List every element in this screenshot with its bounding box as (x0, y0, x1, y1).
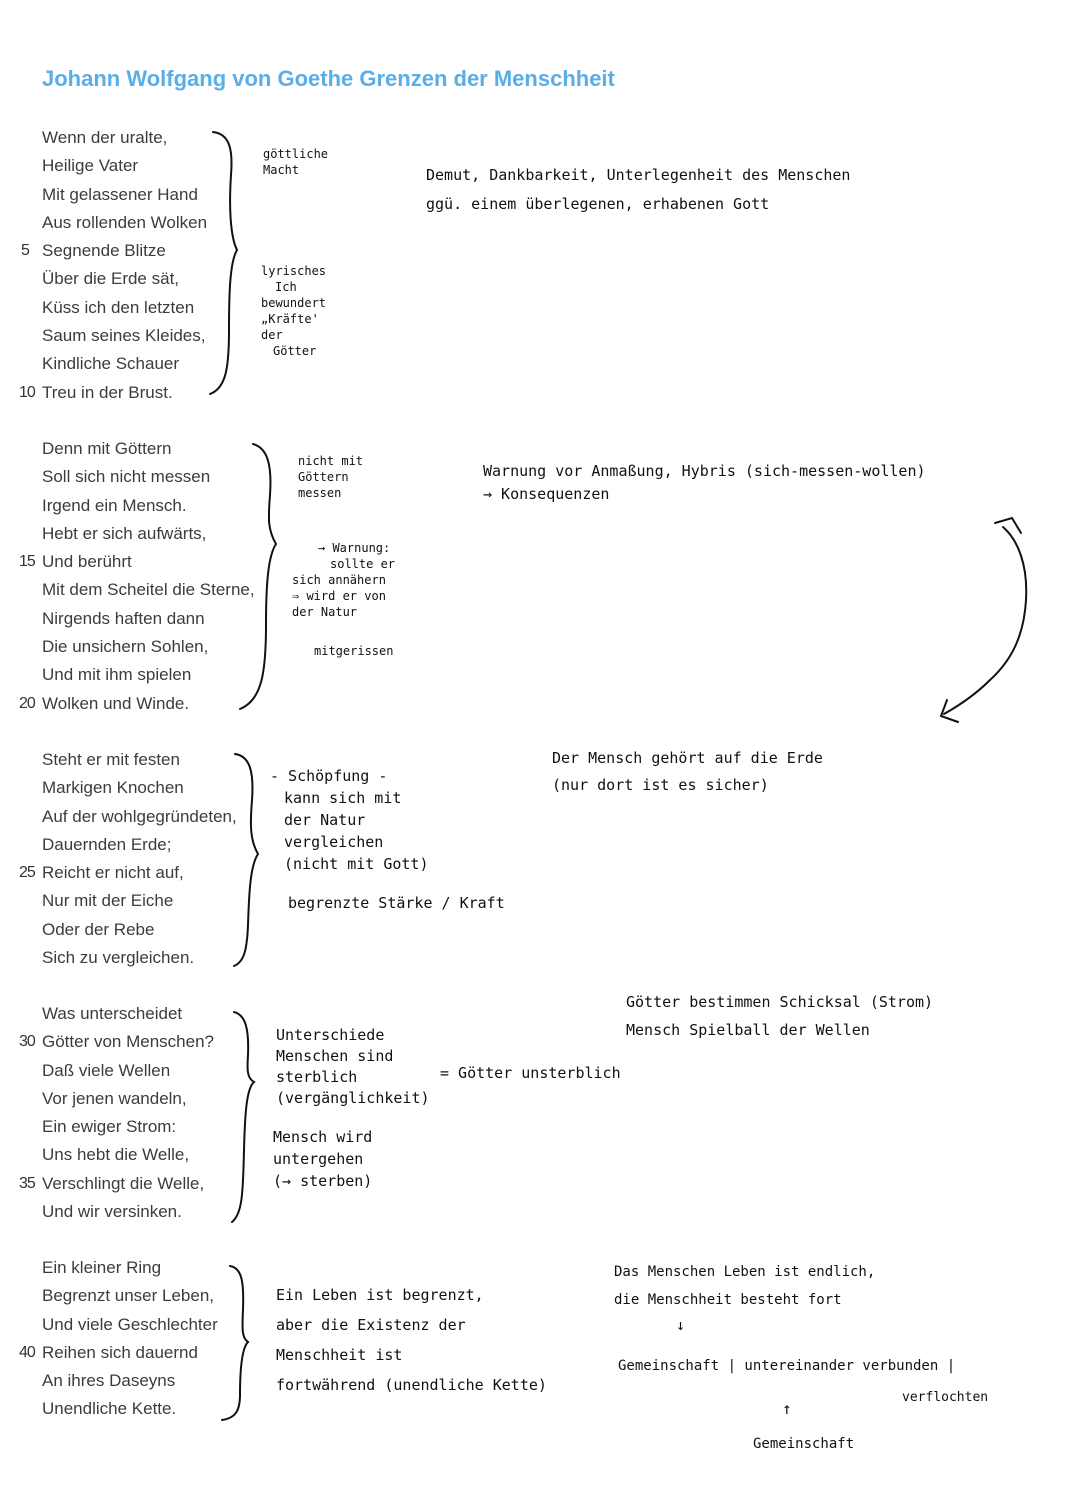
verse-text: Denn mit Göttern (42, 439, 172, 458)
verse-text: Daß viele Wellen (42, 1060, 171, 1080)
verse-text: Küss ich den letzten (42, 297, 195, 317)
verse-line (0, 1028, 270, 1056)
note-nicht-mit-goettern (298, 453, 363, 501)
verse-text: An ihres Daseyns (42, 1371, 176, 1391)
verse-text: Saum seines Kleides, (42, 326, 206, 346)
note-line: kann sich mit (284, 789, 402, 807)
note-line: Menschheit ist (276, 1346, 403, 1364)
note-line: göttliche (263, 147, 329, 161)
verse-text: Was unterscheidet (42, 1004, 183, 1023)
verse-text: Sich zu vergleichen. (42, 948, 195, 968)
verse-line (0, 435, 270, 463)
stanza-5 (0, 1254, 270, 1424)
verse-line (0, 1339, 270, 1367)
note-line: (vergänglichkeit) (276, 1089, 430, 1107)
note-leben-endlich (614, 1258, 875, 1314)
verse-line (0, 803, 270, 831)
line-number: 40 (19, 1343, 35, 1361)
note-goetter-unsterblich: = Götter unsterblich (440, 1064, 621, 1082)
note-line: Macht (263, 163, 300, 177)
stanza-1 (0, 124, 270, 407)
verse-line (0, 605, 270, 633)
note-line: Das Menschen Leben ist endlich, (614, 1264, 876, 1280)
verse-text: Vor jenen wandeln, (42, 1088, 187, 1108)
verse-text: Nirgends haften dann (42, 608, 205, 628)
note-goetter-schicksal (626, 988, 933, 1044)
line-number: 20 (19, 694, 35, 712)
note-warnung (292, 540, 395, 620)
line-number: 25 (19, 864, 35, 882)
verse-line (0, 181, 270, 209)
verse-text: Auf der wohlgegründeten, (42, 806, 237, 826)
note-line: Ein Leben ist begrenzt, (276, 1286, 484, 1304)
verse-text: Die unsichern Sohlen, (42, 637, 209, 657)
note-mitgerissen: mitgerissen (314, 644, 394, 658)
verse-line (0, 237, 270, 265)
note-line: der (261, 328, 283, 342)
verse-line (0, 548, 270, 576)
verse-text: Reihen sich dauernd (42, 1342, 198, 1362)
line-number: 30 (19, 1033, 35, 1051)
verse-line (0, 1198, 270, 1226)
verse-line (0, 1170, 270, 1198)
verse-line (0, 746, 270, 774)
note-line: aber die Existenz der (276, 1316, 466, 1334)
note-line: Götter bestimmen Schicksal (Strom) (626, 993, 934, 1011)
note-line: Mensch wird (273, 1128, 373, 1146)
note-leben-begrenzt (276, 1280, 547, 1400)
verse-line (0, 463, 270, 491)
note-line: (→ sterben) (273, 1172, 373, 1190)
note-line: (nur dort ist es sicher) (552, 776, 769, 794)
note-line: Götter (273, 344, 317, 358)
note-line: lyrisches (261, 264, 327, 278)
note-mensch-untergehen (273, 1126, 372, 1192)
verse-line (0, 209, 270, 237)
line-number: 35 (19, 1174, 35, 1192)
note-line: der Natur (284, 811, 366, 829)
note-line: (nicht mit Gott) (284, 855, 429, 873)
note-gemeinschaft-verbunden: Gemeinschaft | untereinander verbunden | (618, 1358, 956, 1374)
verse-line (0, 520, 270, 548)
note-verflochten: verflochten (902, 1390, 989, 1405)
stanza-3 (0, 746, 270, 972)
verse-line (0, 152, 270, 180)
curved-double-arrow (944, 527, 1026, 714)
verse-text: Und viele Geschlechter (42, 1314, 218, 1334)
note-line: ⇒ wird er von (292, 589, 386, 603)
note-begrenzte-staerke: begrenzte Stärke / Kraft (288, 894, 505, 912)
note-line: sollte er (330, 557, 396, 571)
verse-text: Kindliche Schauer (42, 354, 180, 374)
verse-text: Reicht er nicht auf, (42, 863, 184, 883)
verse-line (0, 1395, 270, 1423)
note-line: ggü. einem überlegenen, erhabenen Gott (426, 195, 770, 213)
verse-text: Wolken und Winde. (42, 693, 190, 713)
verse-line (0, 887, 270, 915)
verse-text: Steht er mit festen (42, 750, 180, 769)
verse-text: Irgend ein Mensch. (42, 495, 187, 515)
note-line: die Menschheit besteht fort (614, 1292, 842, 1308)
verse-text: Und mit ihm spielen (42, 665, 192, 685)
arrowhead-top (995, 518, 1021, 533)
note-mensch-erde (552, 745, 823, 799)
note-line: Mensch Spielball der Wellen (626, 1021, 870, 1039)
stanza-4 (0, 1000, 270, 1226)
line-number: 5 (21, 242, 30, 260)
note-line: der Natur (292, 605, 358, 619)
verse-line (0, 774, 270, 802)
verse-text: Begrenzt unser Leben, (42, 1286, 215, 1306)
note-line: Unterschiede (276, 1026, 385, 1044)
note-line: Göttern (298, 470, 349, 484)
note-line: Demut, Dankbarkeit, Unterlegenheit des Menschen (426, 166, 851, 184)
note-line: vergleichen (284, 833, 384, 851)
verse-text: Und wir versinken. (42, 1202, 182, 1222)
page-title: Johann Wolfgang von Goethe Grenzen der Menschheit (42, 66, 615, 91)
verse-text: Über die Erde sät, (42, 269, 180, 289)
verse-line (0, 576, 270, 604)
verse-line (0, 350, 270, 378)
note-line: fortwährend (unendliche Kette) (276, 1376, 547, 1394)
arrowhead-bottom (941, 700, 958, 722)
verse-text: Wenn der uralte, (42, 128, 168, 147)
arrow-down-icon: ↓ (676, 1316, 686, 1334)
verse-text: Oder der Rebe (42, 919, 155, 939)
note-line: Ich (275, 280, 297, 294)
verse-line (0, 1085, 270, 1113)
note-gemeinschaft: Gemeinschaft (753, 1436, 855, 1452)
verse-text: Verschlingt die Welle, (42, 1173, 205, 1193)
verse-text: Segnende Blitze (42, 241, 166, 261)
verse-line (0, 859, 270, 887)
note-line: Der Mensch gehört auf die Erde (552, 749, 823, 767)
verse-line (0, 294, 270, 322)
line-number: 15 (19, 553, 35, 571)
note-hybris (483, 460, 926, 506)
note-line: untergehen (273, 1150, 364, 1168)
verse-text: Heilige Vater (42, 156, 139, 176)
verse-line (0, 1311, 270, 1339)
note-schoepfung (270, 765, 429, 875)
note-line: sich annähern (292, 573, 386, 587)
stanza-2 (0, 435, 270, 718)
verse-line (0, 916, 270, 944)
verse-text: Uns hebt die Welle, (42, 1145, 190, 1165)
note-line: - Schöpfung - (270, 767, 388, 785)
verse-text: Aus rollenden Wolken (42, 212, 208, 232)
verse-line (0, 633, 270, 661)
verse-text: Dauernden Erde; (42, 834, 172, 854)
note-line: messen (298, 486, 342, 500)
verse-text: Hebt er sich aufwärts, (42, 523, 207, 543)
verse-text: Ein kleiner Ring (42, 1258, 162, 1277)
verse-text: Götter von Menschen? (42, 1032, 214, 1052)
verse-line (0, 1000, 270, 1028)
verse-line (0, 944, 270, 972)
verse-text: Und berührt (42, 552, 132, 572)
verse-line (0, 265, 270, 293)
arrow-up-icon: ↑ (782, 1399, 792, 1418)
verse-text: Soll sich nicht messen (42, 467, 211, 487)
note-line: Menschen sind (276, 1047, 394, 1065)
note-line: „Kräfte' (261, 312, 319, 326)
note-goettliche-macht (263, 146, 328, 178)
verse-line (0, 690, 270, 718)
verse-line (0, 1367, 270, 1395)
verse-line (0, 379, 270, 407)
verse-line (0, 322, 270, 350)
note-line: bewundert (261, 296, 327, 310)
verse-text: Nur mit der Eiche (42, 891, 174, 911)
note-line: sterblich (276, 1068, 358, 1086)
verse-line (0, 1254, 270, 1282)
verse-text: Markigen Knochen (42, 778, 184, 798)
line-number: 10 (19, 383, 35, 401)
verse-text: Ein ewiger Strom: (42, 1117, 177, 1137)
verse-line (0, 1282, 270, 1310)
note-lyrisches-ich (261, 263, 326, 359)
verse-line (0, 831, 270, 859)
verse-text: Mit dem Scheitel die Sterne, (42, 580, 255, 600)
verse-text: Mit gelassener Hand (42, 184, 198, 204)
verse-line (0, 492, 270, 520)
verse-line (0, 1057, 270, 1085)
note-line: → Warnung: (318, 541, 391, 555)
note-unterschiede (276, 1025, 430, 1109)
verse-line (0, 661, 270, 689)
verse-line (0, 1141, 270, 1169)
verse-text: Treu in der Brust. (42, 382, 173, 402)
verse-text: Unendliche Kette. (42, 1399, 177, 1419)
verse-line (0, 1113, 270, 1141)
note-line: Warnung vor Anmaßung, Hybris (sich-messen-wollen) (483, 462, 926, 480)
note-line: → Konsequenzen (483, 485, 610, 503)
note-demut (426, 164, 850, 216)
verse-line (0, 124, 270, 152)
note-line: nicht mit (298, 454, 364, 468)
